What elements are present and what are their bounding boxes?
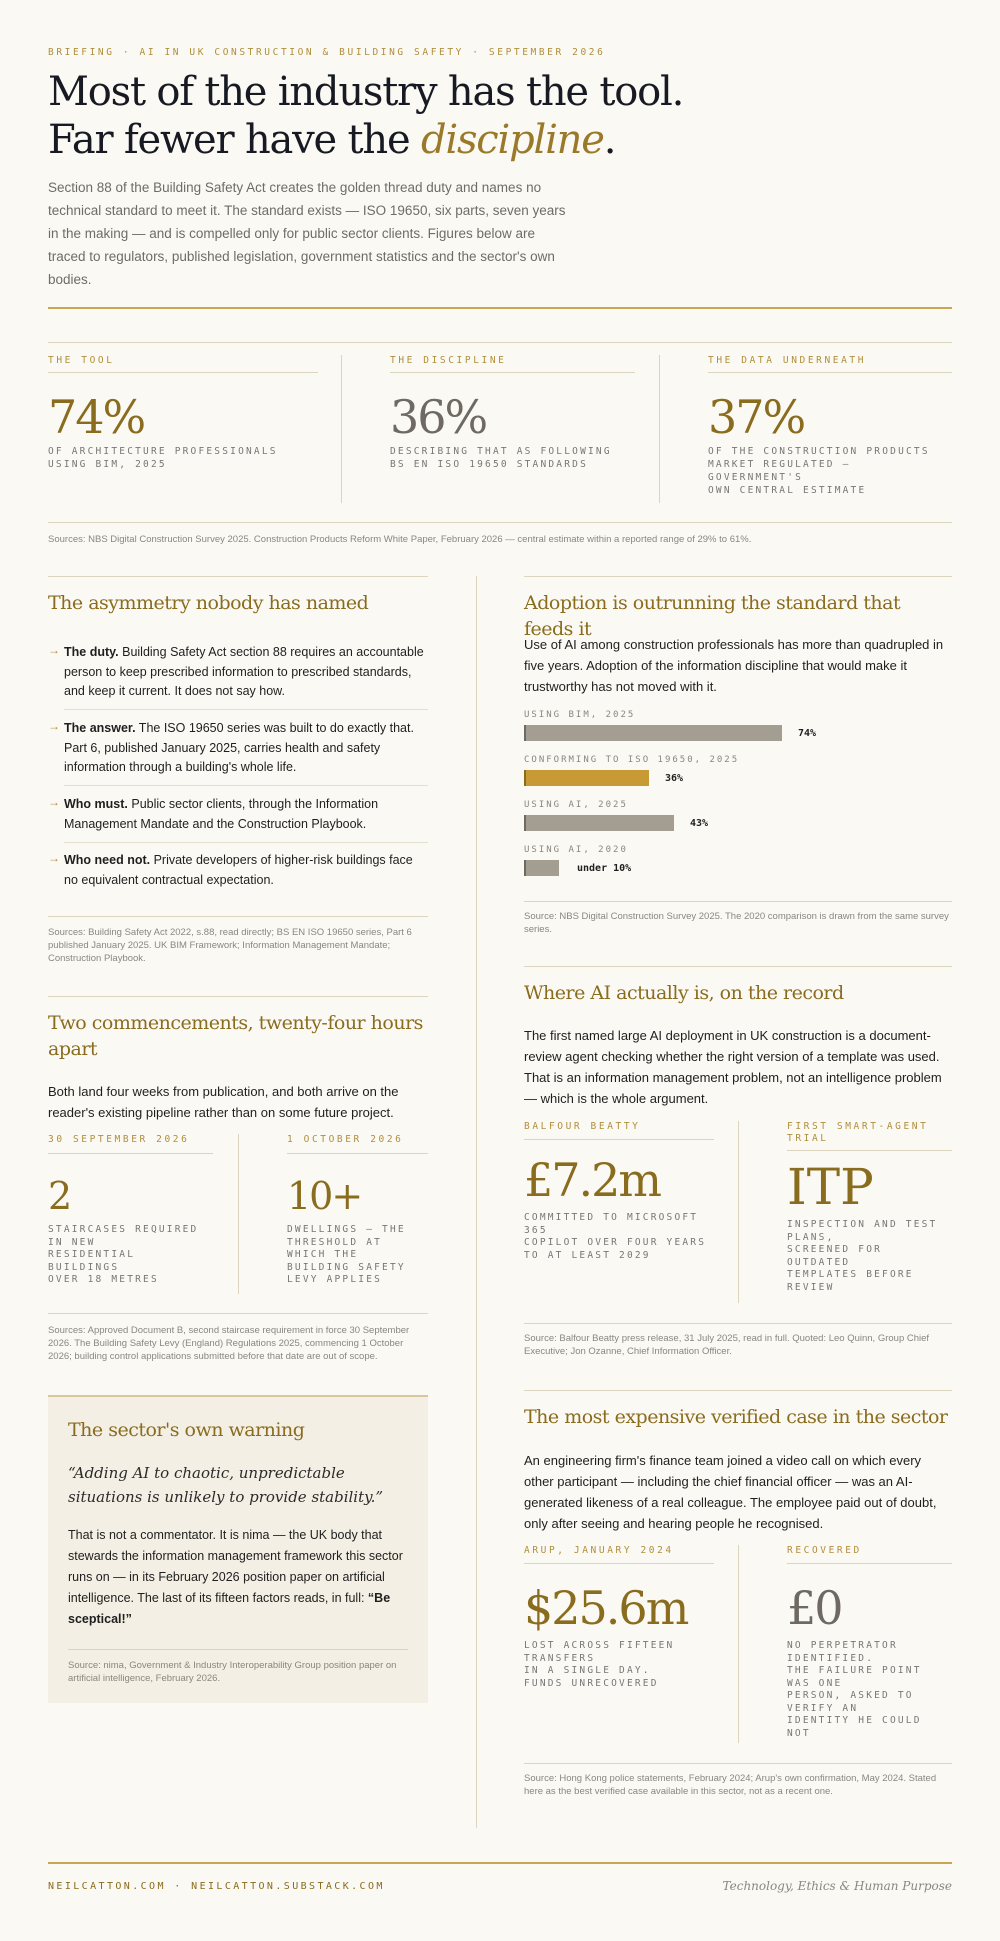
commencement-kicker: 1 OCTOBER 2026: [287, 1134, 404, 1145]
list-item: [48, 795, 428, 834]
expensive-recovered: [787, 1545, 952, 1740]
record-body: The first named large AI deployment in UK construction is a document-review agent checking whether the right version of a template was used. That is an information management problem, not an intelligence problem — which is the whole argument.: [524, 1028, 942, 1106]
kicker-rule: [524, 1139, 714, 1140]
item-text: Private developers of higher-risk buildings face no equivalent contractual expectation.: [64, 853, 413, 887]
record-top-rule: [524, 966, 952, 967]
record-smart-agent: [787, 1121, 952, 1294]
commencement-staircases: [48, 1134, 213, 1287]
item-lead: Who must.: [64, 797, 128, 811]
header-rule: [48, 307, 952, 309]
arrow-icon: →: [48, 795, 60, 809]
record-value: £7.2m: [524, 1153, 661, 1207]
commencements-title: Two commencements, twenty-four hours apart: [48, 1012, 423, 1060]
warning-body-bold: “Be sceptical!”: [68, 1591, 391, 1626]
item-text: The ISO 19650 series was built to do exactly that. Part 6, published January 2025, carries health and safety information through a building's whole life.: [64, 721, 414, 774]
item-lead: Who need not.: [64, 853, 151, 867]
record-value: ITP: [787, 1158, 874, 1216]
bar-value-ai-2020: under 10%: [577, 863, 632, 874]
expensive-top-rule: [524, 1390, 952, 1391]
item-text: Building Safety Act section 88 requires an accountable person to keep prescribed information to prescribed standards, and keep it current. It does not say how.: [64, 645, 424, 698]
bar-bim-2025: [524, 725, 782, 741]
expensive-divider: [738, 1545, 739, 1743]
bar-value-ai-2025: 43%: [690, 818, 709, 829]
expensive-arup: [524, 1545, 714, 1690]
stats-divider-2: [659, 355, 660, 503]
list-item: [48, 643, 428, 702]
commencements-bottom-rule: [48, 1313, 428, 1314]
footer-links[interactable]: NEILCATTON.COM · NEILCATTON.SUBSTACK.COM: [48, 1881, 385, 1892]
list-item: [48, 851, 428, 890]
expensive-caption: NO PERPETRATOR IDENTIFIED. THE FAILURE POINT WAS ONE PERSON, ASKED TO VERIFY AN IDENTITY HE COULD NOT: [787, 1640, 922, 1739]
kicker-rule: [787, 1563, 952, 1564]
expensive-value: $25.6m: [524, 1581, 688, 1635]
item-lead: The answer.: [64, 721, 136, 735]
column-divider: [476, 576, 477, 1828]
stats-source: Sources: NBS Digital Construction Survey 2025. Construction Products Reform White Paper, February 2026 — central estimate within a reported range of 29% to 61%.: [48, 534, 752, 545]
record-title: Where AI actually is, on the record: [524, 982, 844, 1004]
arrow-icon: →: [48, 643, 60, 657]
warning-source: Source: nima, Government & Industry Interoperability Group position paper on artificial intelligence, February 2026.: [68, 1660, 397, 1684]
commencement-value: 2: [48, 1174, 71, 1218]
expensive-kicker: ARUP, JANUARY 2024: [524, 1545, 674, 1556]
headline-line-2-post: .: [603, 117, 616, 163]
stat-the-discipline: [390, 355, 635, 471]
record-kicker: BALFOUR BEATTY: [524, 1121, 641, 1132]
expensive-body: An engineering firm's finance team joined a video call on which every other participant — including the chief financial officer — was an AI-generated likeness of a real colleague. The employee paid out of doubt, only after seeing and hearing people he recognised.: [524, 1453, 937, 1531]
asymmetry-bottom-rule: [48, 916, 428, 917]
stat-caption: OF THE CONSTRUCTION PRODUCTS MARKET REGULATED — GOVERNMENT'S OWN CENTRAL ESTIMATE: [708, 446, 930, 496]
commencements-top-rule: [48, 996, 428, 997]
adoption-bar-chart: [524, 708, 952, 884]
stat-value: 36%: [390, 390, 487, 444]
headline-line-1: Most of the industry has the tool.: [48, 69, 684, 115]
stats-divider-1: [341, 355, 342, 503]
headline-line-2-pre: Far fewer have the: [48, 117, 421, 163]
commencements-source: Sources: Approved Document B, second staircase requirement in force 30 September 2026. The Building Safety Levy (England) Regulations 2025, commencing 1 October 2026; building control applications submitted before that date are out of scope.: [48, 1325, 410, 1362]
record-balfour-beatty: [524, 1121, 714, 1262]
warning-body-text: That is not a commentator. It is nima — the UK body that stewards the information management framework this sector runs on — in its February 2026 position paper on artificial intelligence. The last of its fifteen factors reads, in full:: [68, 1528, 403, 1605]
expensive-caption: LOST ACROSS FIFTEEN TRANSFERS IN A SINGLE DAY. FUNDS UNRECOVERED: [524, 1640, 675, 1689]
warning-title: The sector's own warning: [68, 1419, 305, 1441]
stat-value: 37%: [708, 390, 805, 444]
expensive-kicker: RECOVERED: [787, 1545, 862, 1556]
item-lead: The duty.: [64, 645, 119, 659]
list-separator: [64, 709, 428, 710]
bar-label-ai-2020: USING AI, 2020: [524, 845, 628, 855]
adoption-source: Source: NBS Digital Construction Survey 2025. The 2020 comparison is drawn from the same survey series.: [524, 911, 949, 935]
kicker-rule: [787, 1150, 952, 1151]
warning-source-rule: [68, 1649, 408, 1650]
record-caption: INSPECTION AND TEST PLANS, SCREENED FOR OUTDATED TEMPLATES BEFORE REVIEW: [787, 1219, 938, 1293]
expensive-bottom-rule: [524, 1763, 952, 1764]
expensive-value: £0: [787, 1581, 842, 1635]
bar-label-bim-2025: USING BIM, 2025: [524, 710, 636, 720]
kicker-rule: [48, 1153, 213, 1154]
list-item: [48, 719, 428, 778]
footer-rule: [48, 1862, 952, 1864]
arrow-icon: →: [48, 719, 60, 733]
stat-kicker: THE TOOL: [48, 355, 115, 366]
record-divider: [738, 1121, 739, 1303]
commencement-caption: DWELLINGS — THE THRESHOLD AT WHICH THE BUILDING SAFETY LEVY APPLIES: [287, 1224, 406, 1285]
footer-tagline: Technology, Ethics & Human Purpose: [722, 1879, 952, 1893]
commencement-levy: [287, 1134, 428, 1287]
briefing-kicker: BRIEFING · AI IN UK CONSTRUCTION & BUILDING SAFETY · SEPTEMBER 2026: [48, 47, 606, 58]
record-caption: COMMITTED TO MICROSOFT 365 COPILOT OVER FOUR YEARS TO AT LEAST 2029: [524, 1212, 707, 1261]
stat-data-underneath: [708, 355, 952, 497]
commencement-kicker: 30 SEPTEMBER 2026: [48, 1134, 190, 1145]
bar-value-iso-2025: 36%: [665, 773, 684, 784]
arrow-icon: →: [48, 851, 60, 865]
commencement-divider: [238, 1134, 239, 1294]
sector-warning-box: [48, 1395, 428, 1703]
stats-bottom-rule: [48, 522, 952, 523]
bar-label-ai-2025: USING AI, 2025: [524, 800, 628, 810]
list-separator: [64, 785, 428, 786]
warning-body: [68, 1525, 408, 1630]
stat-caption: OF ARCHITECTURE PROFESSIONALS USING BIM, 2025: [48, 446, 278, 470]
stats-top-rule: [48, 342, 952, 343]
bar-ai-2025: [524, 815, 674, 831]
headline-emphasis: discipline: [420, 117, 604, 163]
stat-kicker-rule: [390, 372, 635, 373]
list-separator: [64, 842, 428, 843]
record-bottom-rule: [524, 1323, 952, 1324]
adoption-top-rule: [524, 576, 952, 577]
page-headline: [48, 68, 683, 164]
bar-label-iso-2025: CONFORMING TO ISO 19650, 2025: [524, 755, 740, 765]
stat-kicker: THE DATA UNDERNEATH: [708, 355, 867, 366]
kicker-rule: [524, 1563, 714, 1564]
adoption-bottom-rule: [524, 901, 952, 902]
stat-kicker-rule: [48, 372, 318, 373]
bar-ai-2020: [524, 860, 559, 876]
warning-quote: “Adding AI to chaotic, unpredictable situations is unlikely to provide stability.”: [68, 1464, 384, 1506]
commencements-body: Both land four weeks from publication, and both arrive on the reader's existing pipeline rather than on some future project.: [48, 1084, 399, 1120]
stat-the-tool: [48, 355, 318, 471]
asymmetry-top-rule: [48, 576, 428, 577]
asymmetry-title: The asymmetry nobody has named: [48, 592, 369, 614]
record-kicker: FIRST SMART-AGENT TRIAL: [787, 1121, 929, 1144]
expensive-source: Source: Hong Kong police statements, February 2024; Arup's own confirmation, May 2024. Stated here as the best verified case available in this sector, not as a recent one.: [524, 1773, 937, 1797]
bar-value-bim-2025: 74%: [798, 728, 817, 739]
adoption-body: Use of AI among construction professionals has more than quadrupled in five years. Adoption of the information discipline that would make it trustworthy has not moved with it.: [524, 637, 944, 694]
adoption-title: Adoption is outrunning the standard that feeds it: [524, 592, 901, 640]
asymmetry-source: Sources: Building Safety Act 2022, s.88, read directly; BS EN ISO 19650 series, Part 6 published January 2025. UK BIM Framework; Information Management Mandate; Construction Playbook.: [48, 927, 412, 964]
item-text: Public sector clients, through the Information Management Mandate and the Construction Playbook.: [64, 797, 379, 831]
stat-kicker: THE DISCIPLINE: [390, 355, 507, 366]
stat-value: 74%: [48, 390, 145, 444]
intro-paragraph: Section 88 of the Building Safety Act creates the golden thread duty and names no technical standard to meet it. The standard exists — ISO 19650, six parts, seven years in the making — and is compelled only for public sector clients. Figures below are traced to regulators, published legislation, government statistics and the sector's own bodies.: [48, 180, 566, 287]
stat-caption: DESCRIBING THAT AS FOLLOWING BS EN ISO 19650 STANDARDS: [390, 446, 612, 470]
commencement-value: 10+: [287, 1174, 362, 1218]
stat-kicker-rule: [708, 372, 952, 373]
kicker-rule: [287, 1153, 428, 1154]
expensive-title: The most expensive verified case in the sector: [524, 1406, 948, 1428]
bar-iso-2025: [524, 770, 649, 786]
commencement-caption: STAIRCASES REQUIRED IN NEW RESIDENTIAL BUILDINGS OVER 18 METRES: [48, 1224, 199, 1285]
record-source: Source: Balfour Beatty press release, 31 July 2025, read in full. Quoted: Leo Quinn, Group Chief Executive; Jon Ozanne, Chief Information Officer.: [524, 1333, 930, 1357]
